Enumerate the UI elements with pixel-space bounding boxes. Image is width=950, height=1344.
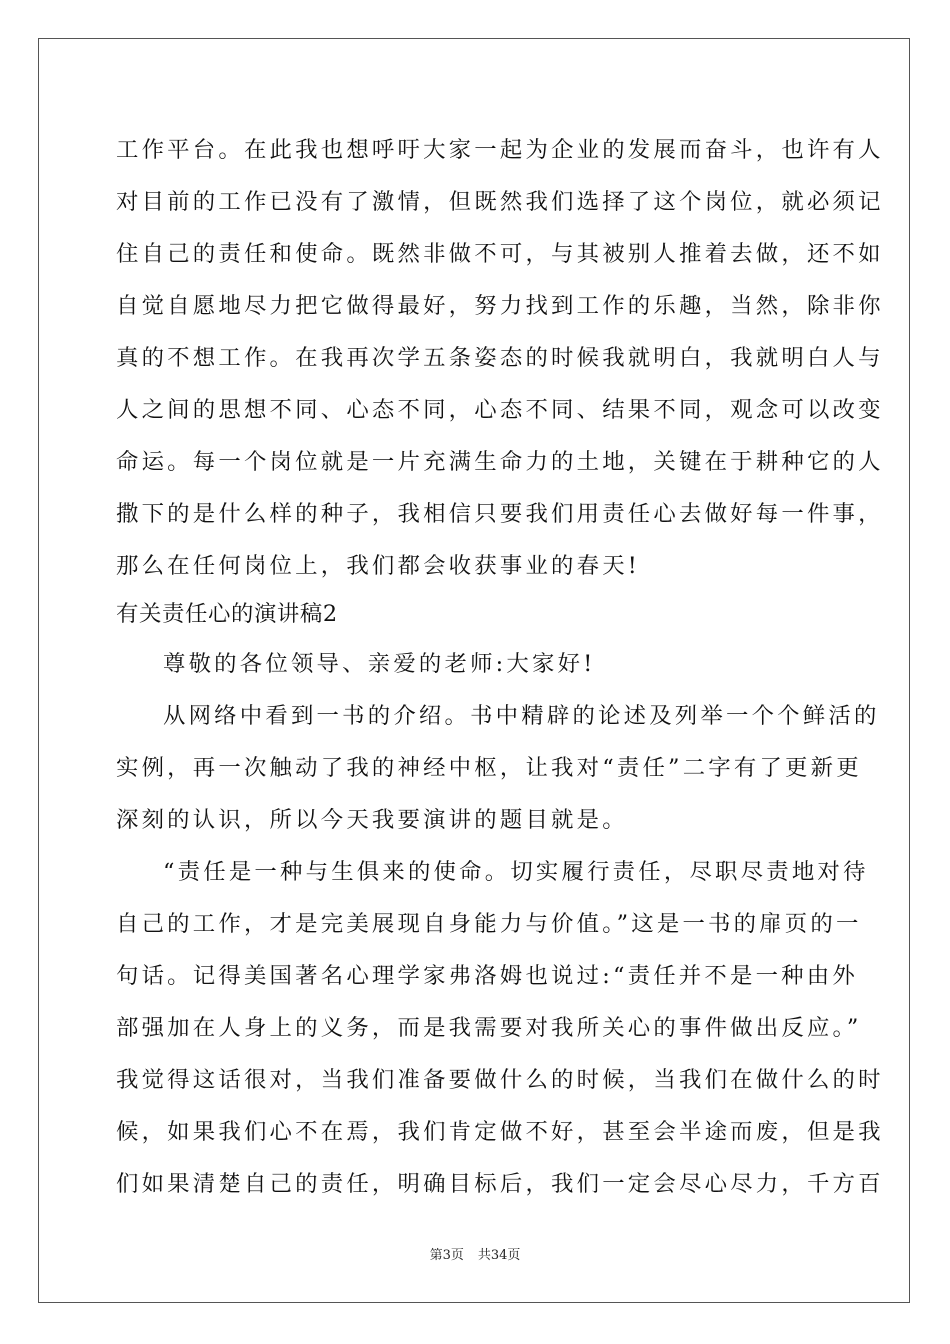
text-line: 我觉得这话很对，当我们准备要做什么的时候，当我们在做什么的时 [116, 1067, 884, 1093]
text-line: “责任是一种与生俱来的使命。切实履行责任，尽职尽责地对待 [163, 859, 869, 885]
text-line: 命运。每一个岗位就是一片充满生命力的土地，关键在于耕种它的人 [116, 449, 884, 475]
text-line: 撒下的是什么样的种子，我相信只要我们用责任心去做好每一件事， [116, 501, 884, 527]
text-line: 从网络中看到一书的介绍。书中精辟的论述及列举一个个鲜活的 [163, 703, 880, 729]
text-line: 住自己的责任和使命。既然非做不可，与其被别人推着去做，还不如 [116, 241, 884, 267]
text-line: 句话。记得美国著名心理学家弗洛姆也说过:“责任并不是一种由外 [116, 963, 858, 989]
page-total: 共34页 [477, 1248, 521, 1263]
text-line: 工作平台。在此我也想呼吁大家一起为企业的发展而奋斗，也许有人 [116, 137, 884, 163]
text-line: 实例，再一次触动了我的神经中枢，让我对“责任”二字有了更新更 [116, 755, 862, 781]
text-line: 深刻的认识，所以今天我要演讲的题目就是。 [116, 807, 628, 833]
page-number: 第3页 [429, 1248, 464, 1263]
text-line: 那么在任何岗位上，我们都会收获事业的春天! [116, 553, 641, 579]
text-line: 人之间的思想不同、心态不同，心态不同、结果不同，观念可以改变 [116, 397, 884, 423]
text-line: 候，如果我们心不在焉，我们肯定做不好，甚至会半途而废，但是我 [116, 1119, 884, 1145]
text-line: 自己的工作，才是完美展现自身能力与价值。”这是一书的扉页的一 [116, 911, 862, 937]
text-line: 对目前的工作已没有了激情，但既然我们选择了这个岗位，就必须记 [116, 189, 884, 215]
greeting-line: 尊敬的各位领导、亲爱的老师:大家好! [163, 651, 596, 677]
text-line: 自觉自愿地尽力把它做得最好，努力找到工作的乐趣，当然，除非你 [116, 293, 884, 319]
text-line: 部强加在人身上的义务，而是我需要对我所关心的事件做出反应。” [116, 1015, 862, 1041]
text-line: 们如果清楚自己的责任，明确目标后，我们一定会尽心尽力，千方百 [116, 1171, 884, 1197]
page-footer [0, 1244, 950, 1263]
section-heading: 有关责任心的演讲稿2 [116, 601, 338, 627]
text-line: 真的不想工作。在我再次学五条姿态的时候我就明白，我就明白人与 [116, 345, 884, 371]
